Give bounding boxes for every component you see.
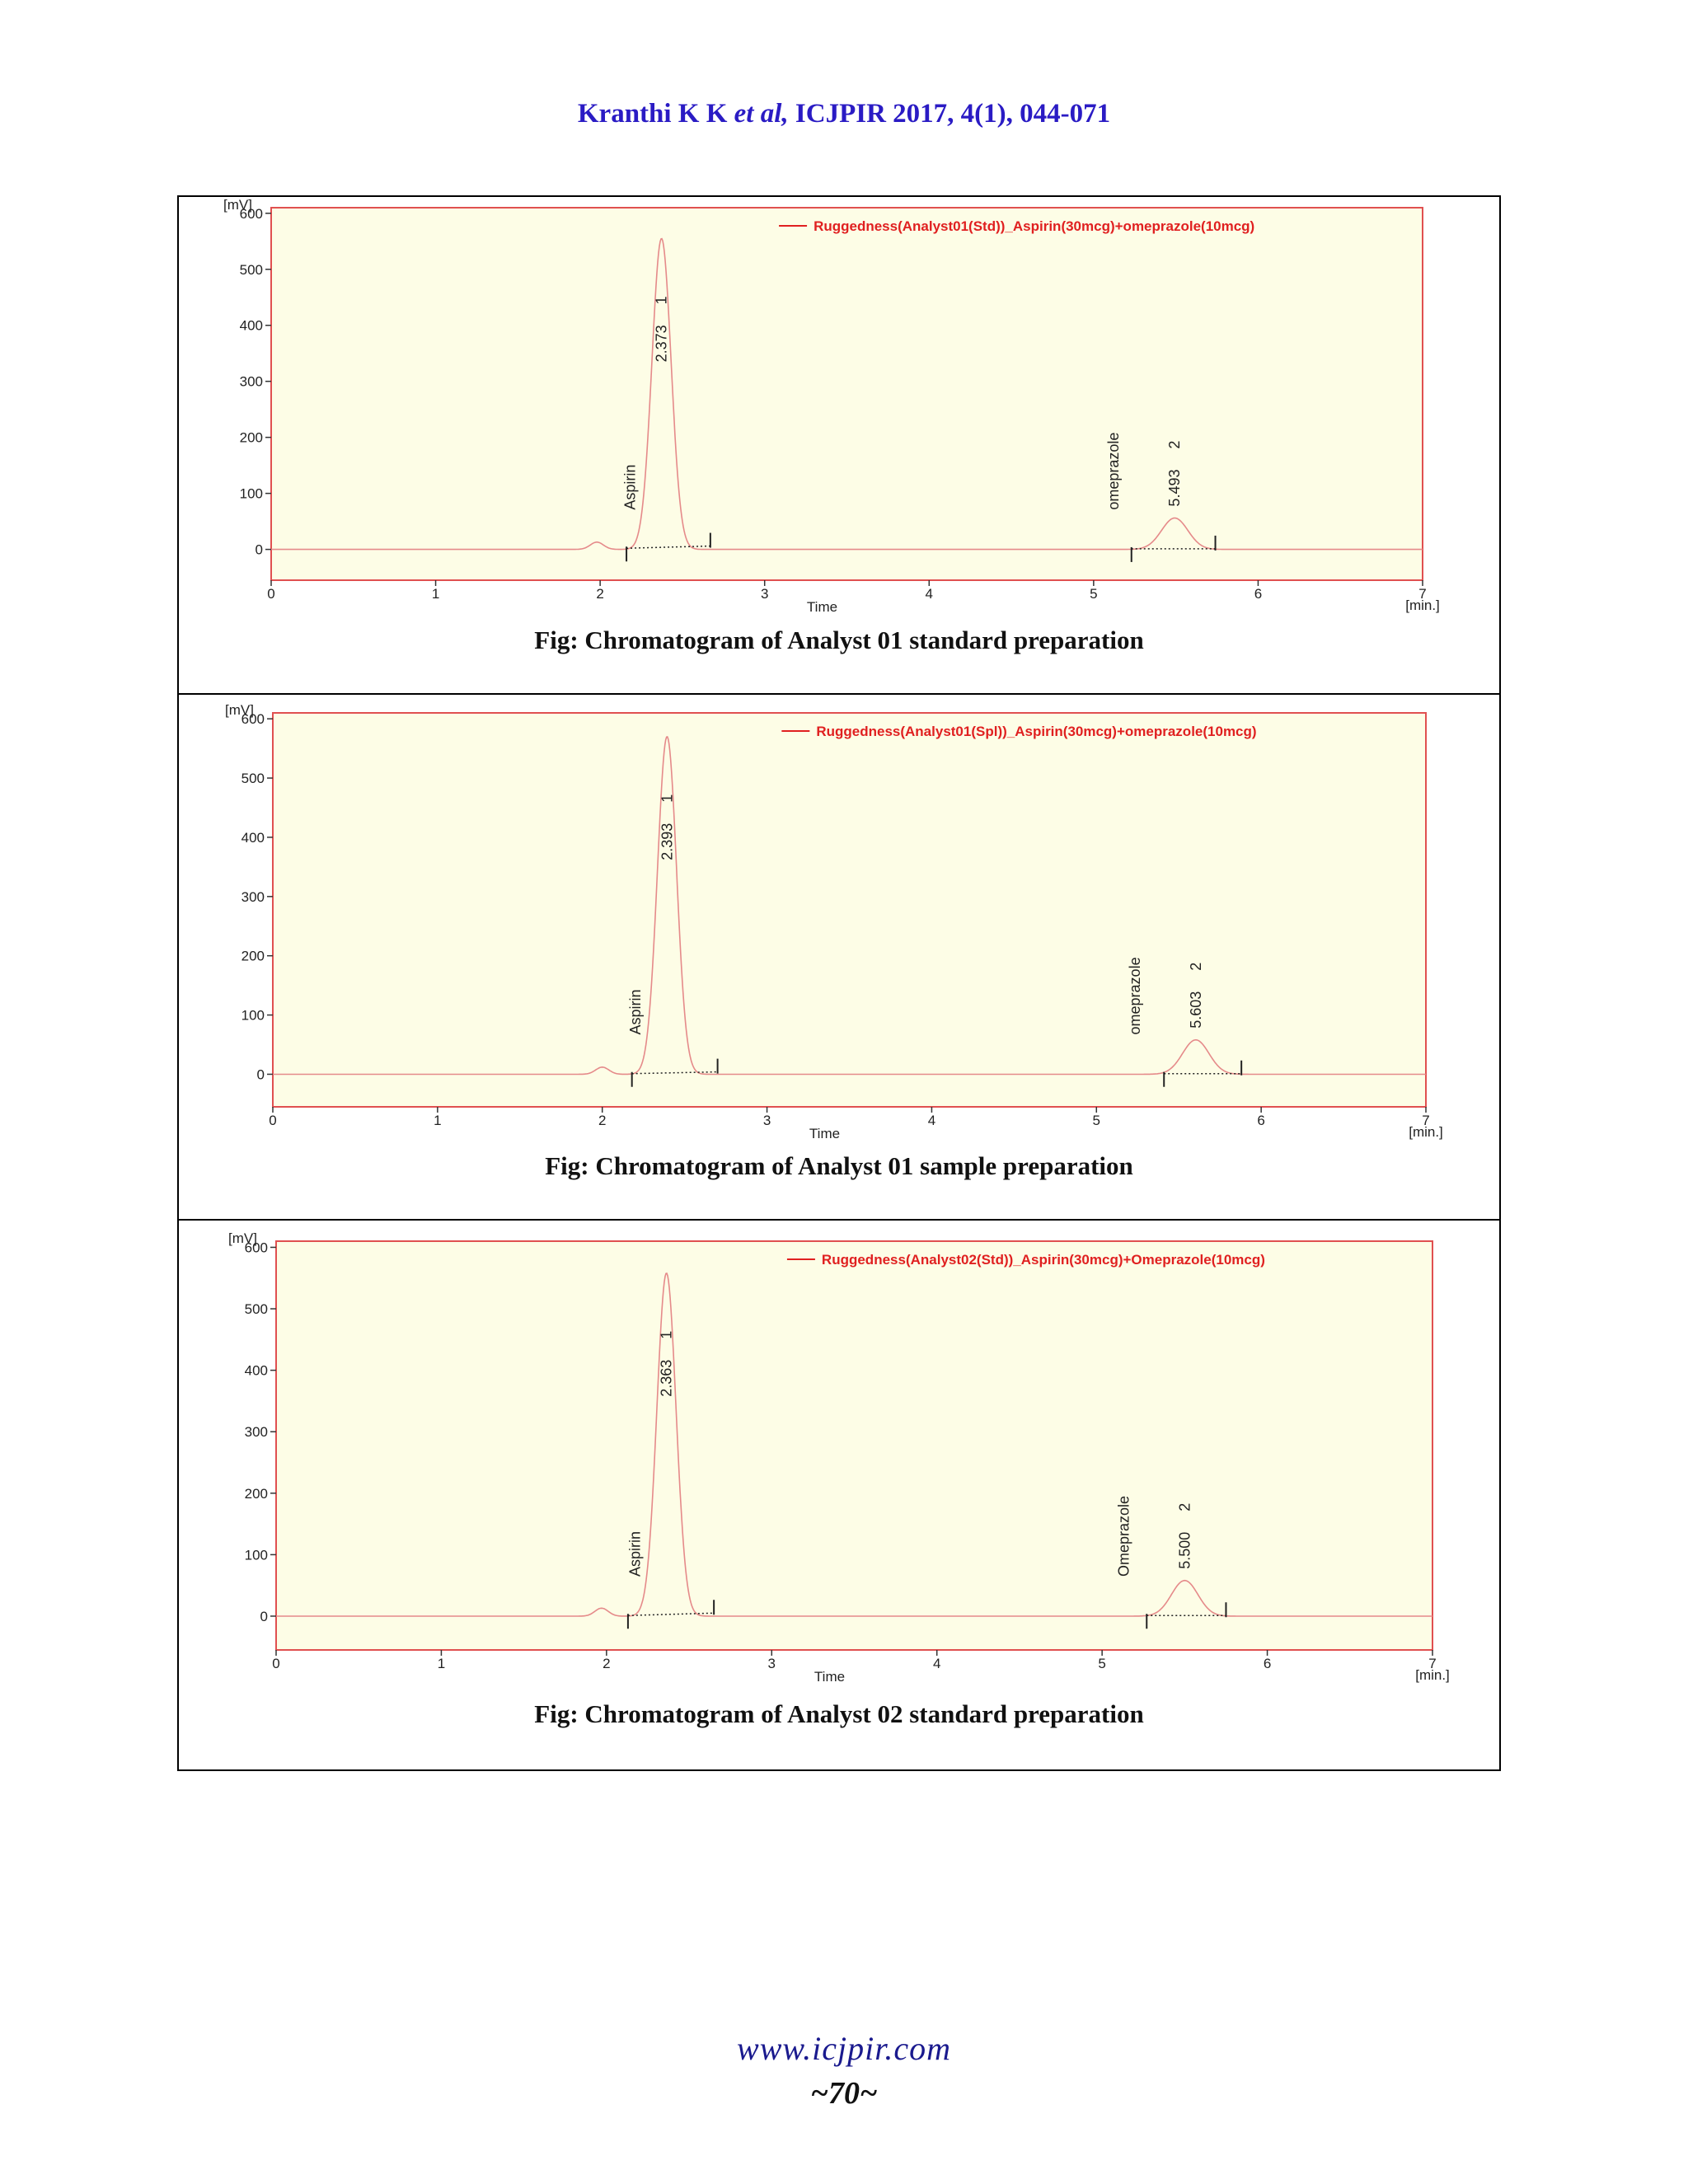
footer-url: www.icjpir.com [737,2030,951,2067]
peak-retention-time: 2.363 [658,1359,675,1397]
peak-retention-time: 5.493 [1166,469,1184,507]
peak-compound-name: Omeprazole [1115,1495,1132,1577]
x-tick-label: 3 [762,1113,771,1128]
header-etal: et al, [734,99,789,129]
x-tick-label: 2 [598,1113,607,1128]
legend-label: Ruggedness(Analyst01(Spl))_Aspirin(30mcg)+omeprazole(10mcg) [816,724,1257,739]
y-tick-label: 600 [241,711,265,728]
y-tick-label: 500 [244,1301,268,1318]
peak-number: 1 [659,794,676,803]
x-tick-label: 4 [927,1113,936,1128]
x-tick-label: 3 [760,586,769,602]
x-tick-label: 5 [1092,1113,1101,1128]
x-tick-label: 6 [1257,1113,1265,1128]
y-tick-label: 0 [256,1066,265,1083]
y-tick-label: 100 [241,1007,265,1024]
y-tick-label: 400 [244,1362,268,1379]
chromatogram-1 [179,197,1499,658]
chromatogram-3 [179,1221,1499,1715]
peak-number: 2 [1166,440,1184,449]
x-tick-label: 6 [1263,1656,1272,1671]
y-unit-label: [mV] [228,1230,257,1246]
y-tick-label: 300 [244,1424,268,1441]
chromatogram-panel-3 [179,1221,1499,1769]
header-citation: ICJPIR 2017, 4(1), 044-071 [795,99,1111,129]
x-unit-label: [min.] [1405,598,1440,613]
legend-label: Ruggedness(Analyst02(Std))_Aspirin(30mcg)+Omeprazole(10mcg) [821,1252,1265,1268]
x-tick-label: 7 [1418,586,1427,602]
y-unit-label: [mV] [225,702,254,718]
x-tick-label: 2 [596,586,604,602]
y-tick-label: 300 [241,888,265,905]
y-unit-label: [mV] [223,197,252,213]
plot-area [276,1241,1432,1650]
chromatogram-panel-2 [179,695,1499,1219]
peak-compound-name: omeprazole [1105,432,1123,510]
peak-retention-time: 5.603 [1187,991,1204,1029]
peak-number: 1 [653,296,670,305]
figure-caption: Fig: Chromatogram of Analyst 01 sample preparation [545,1151,1133,1180]
figure-caption: Fig: Chromatogram of Analyst 01 standard preparation [534,626,1144,654]
peak-number: 2 [1176,1502,1193,1511]
x-tick-label: 1 [434,1113,442,1128]
y-tick-label: 600 [244,1240,268,1256]
y-tick-label: 500 [239,261,263,278]
peak-retention-time: 5.500 [1176,1531,1193,1569]
x-tick-label: 0 [267,586,275,602]
x-tick-label: 2 [603,1656,611,1671]
x-tick-label: 3 [767,1656,776,1671]
y-tick-label: 0 [260,1608,268,1624]
y-tick-label: 500 [241,771,265,787]
y-tick-label: 0 [255,541,263,558]
peak-compound-name: Aspirin [627,989,645,1035]
x-tick-label: 0 [269,1113,277,1128]
x-tick-label: 0 [272,1656,280,1671]
y-tick-label: 400 [239,317,263,334]
header-authors: Kranthi K K [577,99,728,129]
y-tick-label: 300 [239,373,263,390]
page-number: ~70~ [810,2076,878,2111]
page-header [0,99,1688,129]
x-unit-label: [min.] [1409,1124,1443,1140]
y-tick-label: 200 [244,1485,268,1502]
plot-area [271,208,1423,580]
x-tick-label: 7 [1428,1656,1437,1671]
peak-compound-name: Aspirin [626,1530,644,1577]
peak-retention-time: 2.373 [653,325,670,363]
peak-number: 1 [658,1330,675,1339]
x-tick-label: 4 [932,1656,941,1671]
y-tick-label: 600 [239,205,263,222]
x-axis-label: Time [809,1126,841,1141]
y-tick-label: 200 [239,429,263,446]
x-tick-label: 5 [1090,586,1098,602]
figure-caption: Fig: Chromatogram of Analyst 02 standard preparation [534,1699,1144,1728]
x-unit-label: [min.] [1415,1667,1450,1683]
x-tick-label: 4 [925,586,934,602]
y-tick-label: 200 [241,948,265,964]
chromatogram-panel-1 [179,197,1499,693]
x-tick-label: 1 [437,1656,446,1671]
x-tick-label: 6 [1254,586,1263,602]
legend-label: Ruggedness(Analyst01(Std))_Aspirin(30mcg)+omeprazole(10mcg) [814,218,1255,234]
x-axis-label: Time [814,1669,846,1685]
peak-retention-time: 2.393 [659,823,676,860]
x-tick-label: 5 [1098,1656,1106,1671]
x-tick-label: 7 [1422,1113,1430,1128]
y-tick-label: 100 [244,1547,268,1563]
peak-compound-name: omeprazole [1126,957,1143,1035]
y-tick-label: 100 [239,485,263,502]
plot-area [273,713,1426,1107]
x-tick-label: 1 [431,586,440,602]
peak-number: 2 [1187,962,1204,971]
chromatogram-2 [179,695,1499,1156]
x-axis-label: Time [806,599,838,615]
y-tick-label: 400 [241,829,265,846]
peak-compound-name: Aspirin [621,464,639,510]
